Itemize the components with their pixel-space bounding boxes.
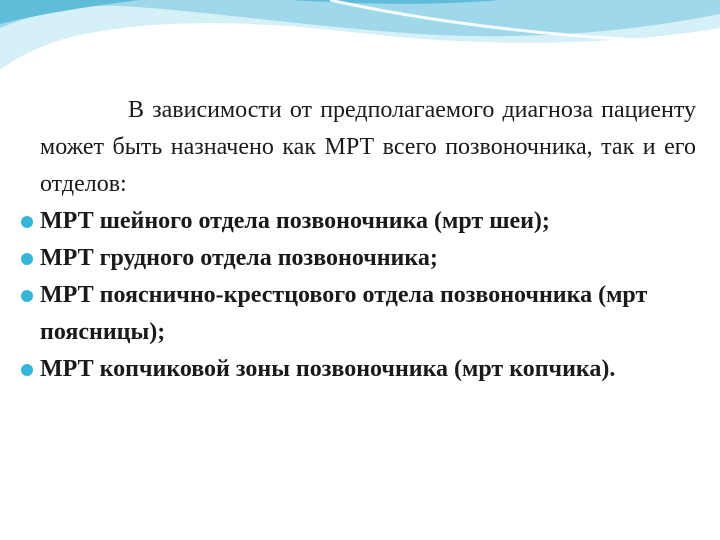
bullet-text: МРТ шейного отдела позвоночника (мрт шеи); bbox=[40, 208, 550, 234]
circle-bullet-icon bbox=[20, 363, 34, 377]
intro-paragraph: В зависимости от предполагаемого диагноза пациенту может быть назначено как МРТ всего позвоночника, так и его отделов: bbox=[40, 97, 696, 197]
bullet-text: МРТ копчиковой зоны позвоночника (мрт копчика). bbox=[40, 356, 616, 382]
slide-content bbox=[20, 92, 696, 388]
header-wave-decoration bbox=[0, 0, 720, 90]
bullet-item bbox=[20, 277, 696, 351]
circle-bullet-icon bbox=[20, 215, 34, 229]
circle-bullet-icon bbox=[20, 289, 34, 303]
bullet-item bbox=[20, 240, 696, 277]
bullet-text: МРТ пояснично-крестцового отдела позвоночника (мрт поясницы); bbox=[40, 282, 648, 345]
bullet-list bbox=[20, 203, 696, 388]
circle-bullet-icon bbox=[20, 252, 34, 266]
bullet-text: МРТ грудного отдела позвоночника; bbox=[40, 245, 438, 271]
bullet-item bbox=[20, 203, 696, 240]
bullet-item bbox=[20, 351, 696, 388]
